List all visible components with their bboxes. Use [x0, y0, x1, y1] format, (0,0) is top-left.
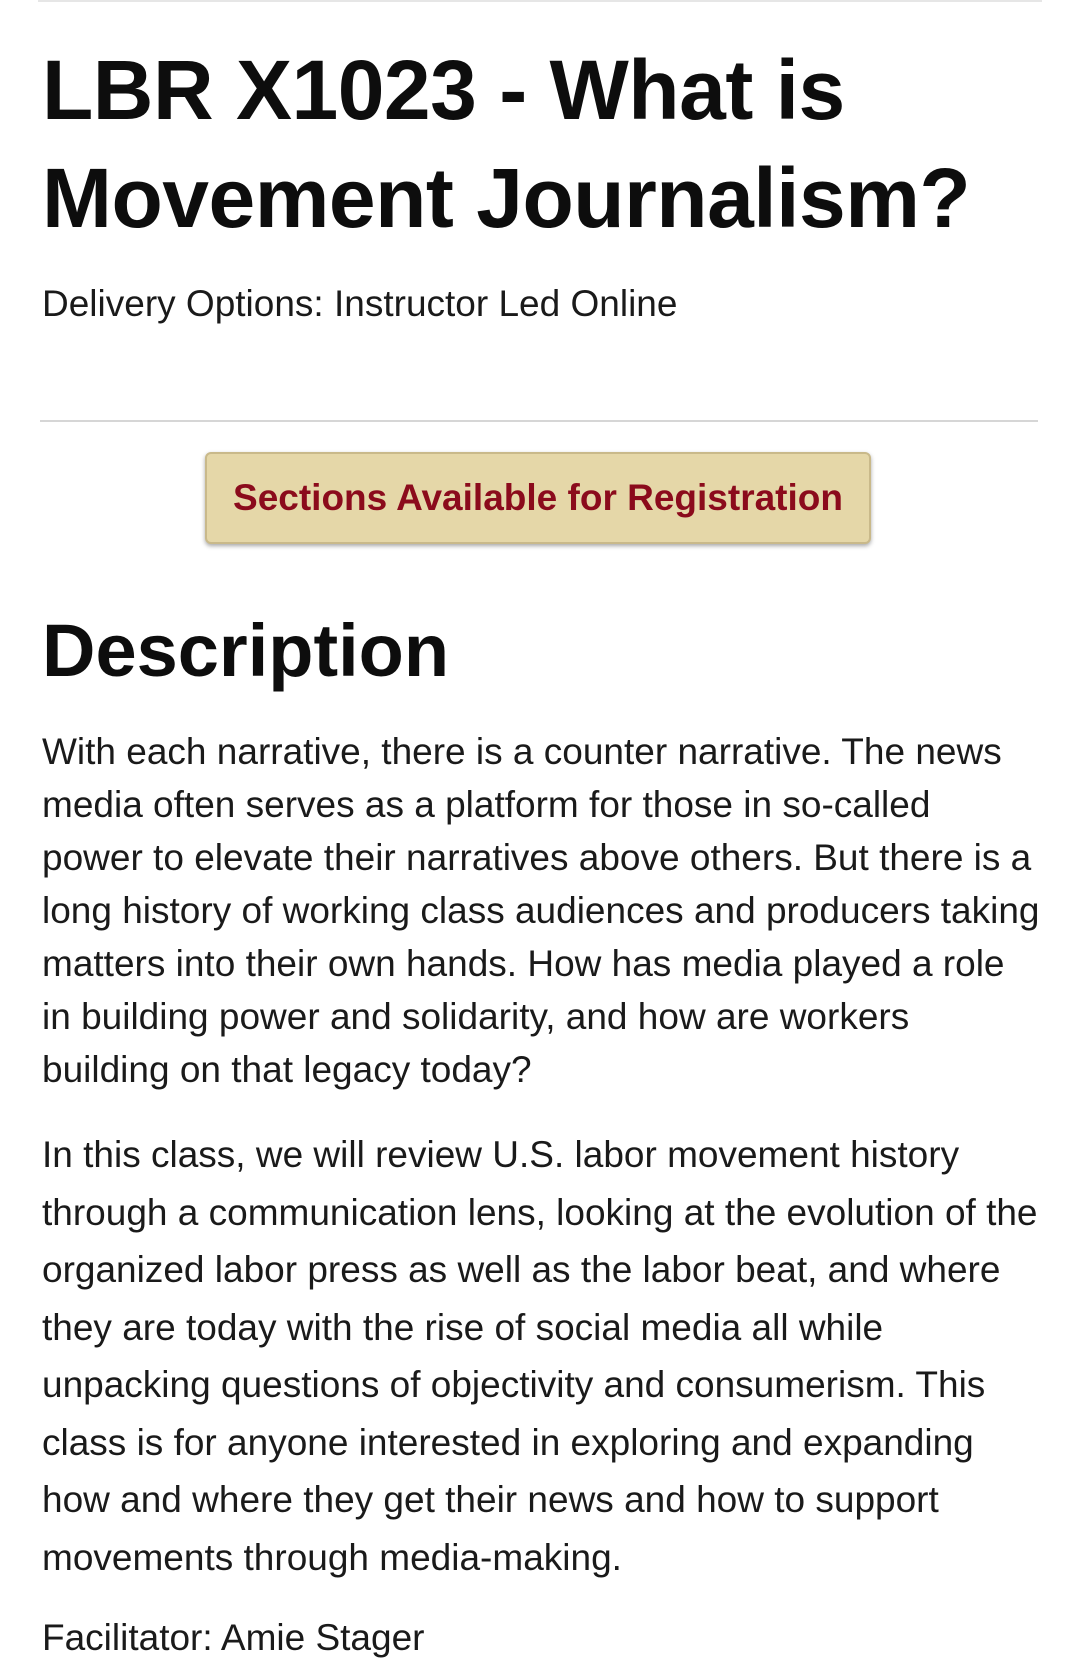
- delivery-options: Delivery Options: Instructor Led Online: [42, 283, 678, 324]
- sections-available-button[interactable]: Sections Available for Registration: [205, 452, 871, 544]
- facilitator-text: Facilitator: Amie Stager: [42, 1617, 425, 1658]
- description-paragraph: With each narrative, there is a counter narrative. The news media often serves as a platform for those in so-called power to elevate their narratives above others. But there is a long history of working class audiences and producers taking matters into their own hands. How has media played a role in building power and solidarity, and how are workers building on that legacy today?: [42, 731, 1040, 1090]
- section-divider: [40, 420, 1038, 422]
- description-heading: Description: [42, 609, 450, 692]
- course-title: LBR X1023 - What is Movement Journalism?: [42, 43, 971, 245]
- description-paragraph: In this class, we will review U.S. labor movement history through a communication lens, looking at the evolution of the organized labor press as well as the labor beat, and where they are today with the rise of social media all while unpacking questions of objectivity and consumerism. This class is for anyone interested in exploring and expanding how and where they get their news and how to support movements through media-making.: [42, 1134, 1038, 1578]
- top-divider: [38, 0, 1042, 2]
